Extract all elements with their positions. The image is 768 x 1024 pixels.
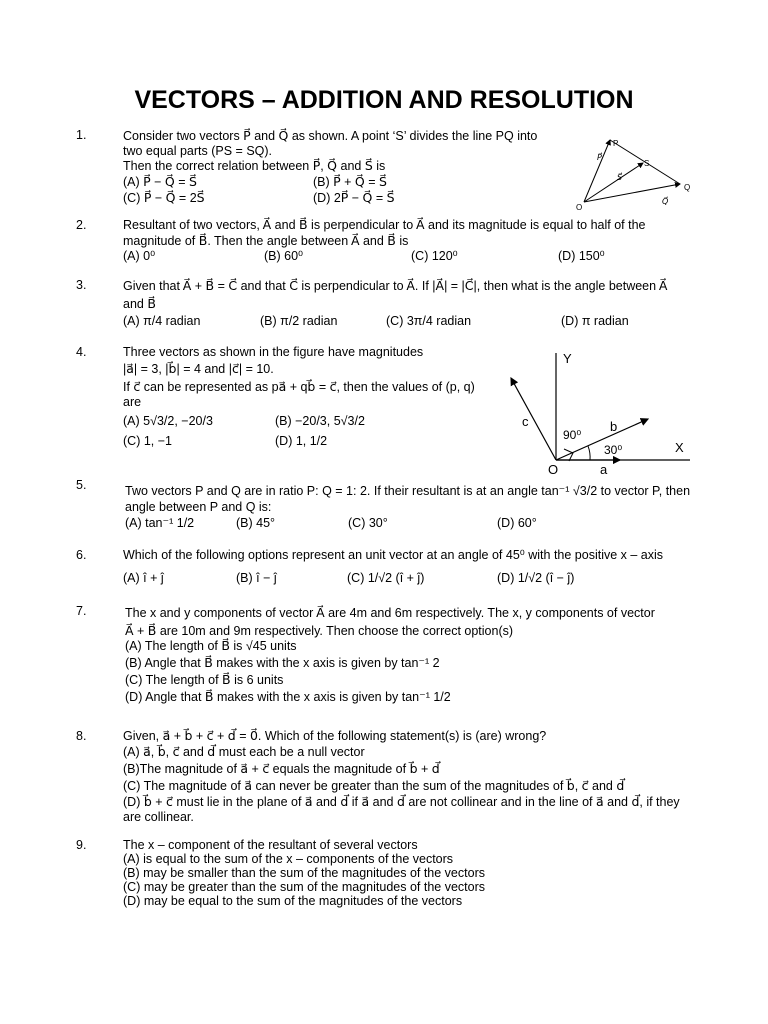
question-text: and B⃗ (123, 297, 156, 311)
option: (C) may be greater than the sum of the magnitudes of the vectors (123, 880, 485, 894)
option: (A) 5√3/2, −20/3 (123, 414, 213, 428)
label-o: O (576, 203, 583, 212)
option: (B) −20/3, 5√3/2 (275, 414, 365, 428)
option: (A) 0⁰ (123, 249, 156, 263)
option: (D) 60° (497, 516, 537, 530)
question-number: 4. (76, 345, 87, 359)
label-b: b (610, 419, 618, 434)
option: (D) Angle that B⃗ makes with the x axis is given by tan⁻¹ 1/2 (125, 690, 451, 704)
question-text: Two vectors P and Q are in ratio P: Q = 1: 2. If their resultant is at an angle tan⁻¹ √3/2 to vector P, then (125, 484, 691, 498)
question-text: Which of the following options represent an unit vector at an angle of 45⁰ with the positive x – axis (123, 548, 664, 562)
label-o: O (548, 462, 559, 477)
option: (A) tan⁻¹ 1/2 (125, 516, 195, 530)
option: (D) may be equal to the sum of the magnitudes of the vectors (123, 894, 463, 908)
question-text: A⃗ + B⃗ are 10m and 9m respectively. Then choose the correct option(s) (125, 624, 514, 638)
question-text: angle between P and Q is: (125, 500, 272, 514)
question-text: The x and y components of vector A⃗ are 4m and 6m respectively. The x, y components of vector (125, 606, 655, 620)
option: (C) 1/√2 (î + ĵ) (347, 571, 425, 585)
question-text: Given that A⃗ + B⃗ = C⃗ and that C⃗ is perpendicular to A⃗. If |A⃗| = |C⃗|, then what is the angle between A⃗ (123, 279, 668, 293)
label-c: c (522, 414, 529, 429)
label-p-vec: P⃗ (597, 153, 602, 162)
option: (B) Angle that B⃗ makes with the x axis is given by tan⁻¹ 2 (125, 656, 440, 670)
option: (B) 45° (236, 516, 276, 530)
label-s: S (644, 159, 650, 168)
option: (D) 1, 1/2 (275, 434, 328, 448)
label-q-vec: Q⃗ (662, 197, 669, 206)
option: (B) î − ĵ (236, 571, 277, 585)
question-text: The x – component of the resultant of several vectors (123, 838, 418, 852)
option: (C) 1, −1 (123, 434, 172, 448)
option: (C) 3π/4 radian (386, 314, 472, 328)
option: (B) 60⁰ (264, 249, 304, 263)
option: (C) 120⁰ (411, 249, 458, 263)
option: (D) b⃗ + c⃗ must lie in the plane of a⃗ and d⃗ if a⃗ and d⃗ are not collinear and in the line of a⃗ and d⃗, if they (123, 795, 680, 809)
option: (C) The magnitude of a⃗ can never be greater than the sum of the magnitudes of b⃗, c⃗ and d⃗ (123, 779, 625, 793)
option: (A) a⃗, b⃗, c⃗ and d⃗ must each be a null vector (123, 745, 365, 759)
label-s-vec: S⃗ (617, 173, 623, 182)
question-text: two equal parts (PS = SQ). (123, 144, 273, 158)
option: (A) is equal to the sum of the x – components of the vectors (123, 852, 454, 866)
option: (D) π radian (561, 314, 629, 328)
label-x: X (675, 440, 684, 455)
question-number: 5. (76, 478, 87, 492)
question-text: Then the correct relation between P⃗, Q⃗ and S⃗ is (123, 159, 386, 173)
label-angle-90: 90⁰ (563, 428, 582, 442)
option: (D) 2P⃗ − Q⃗ = S⃗ (313, 191, 395, 205)
label-a: a (600, 462, 608, 477)
question-text: magnitude of B⃗. Then the angle between A⃗ and B⃗ is (123, 234, 409, 248)
question-text: Three vectors as shown in the figure have magnitudes (123, 345, 424, 359)
question-number: 2. (76, 218, 87, 232)
option: (B) P⃗ + Q⃗ = S⃗ (313, 175, 387, 189)
option: (C) 30° (348, 516, 388, 530)
option: (B) may be smaller than the sum of the magnitudes of the vectors (123, 866, 485, 880)
question-text: |a⃗| = 3, |b⃗| = 4 and |c⃗| = 10. (123, 362, 274, 376)
vector-axes-figure (500, 345, 700, 477)
question-text: Resultant of two vectors, A⃗ and B⃗ is perpendicular to A⃗ and its magnitude is equal to half of the (123, 218, 646, 232)
page-title: VECTORS – ADDITION AND RESOLUTION (134, 86, 634, 114)
option: are collinear. (123, 810, 194, 824)
option: (A) î + ĵ (123, 571, 164, 585)
question-number: 1. (76, 128, 87, 142)
question-number: 6. (76, 548, 87, 562)
label-p: P (613, 139, 619, 148)
option: (B) π/2 radian (260, 314, 338, 328)
option: (C) P⃗ − Q⃗ = 2S⃗ (123, 191, 205, 205)
question-number: 8. (76, 729, 87, 743)
label-q: Q (684, 183, 691, 192)
option: (A) The length of B⃗ is √45 units (125, 639, 297, 653)
question-number: 9. (76, 838, 87, 852)
option: (A) P⃗ − Q⃗ = S⃗ (123, 175, 197, 189)
option: (B)The magnitude of a⃗ + c⃗ equals the magnitude of b⃗ + d⃗ (123, 762, 440, 776)
question-text: Given, a⃗ + b⃗ + c⃗ + d⃗ = 0⃗. Which of the following statement(s) is (are) wrong? (123, 729, 547, 743)
question-text: Consider two vectors P⃗ and Q⃗ as shown. A point ‘S’ divides the line PQ into (123, 129, 538, 143)
option: (C) The length of B⃗ is 6 units (125, 673, 284, 687)
option: (D) 150⁰ (558, 249, 605, 263)
question-text: If c⃗ can be represented as pa⃗ + qb⃗ = c⃗, then the values of (p, q) (123, 380, 475, 394)
question-text: are (123, 395, 142, 409)
label-angle-30: 30⁰ (604, 443, 623, 457)
label-y: Y (563, 351, 572, 366)
question-number: 7. (76, 604, 87, 618)
option: (D) 1/√2 (î − ĵ) (497, 571, 575, 585)
option: (A) π/4 radian (123, 314, 201, 328)
vector-triangle-figure (570, 132, 695, 217)
question-number: 3. (76, 278, 87, 292)
